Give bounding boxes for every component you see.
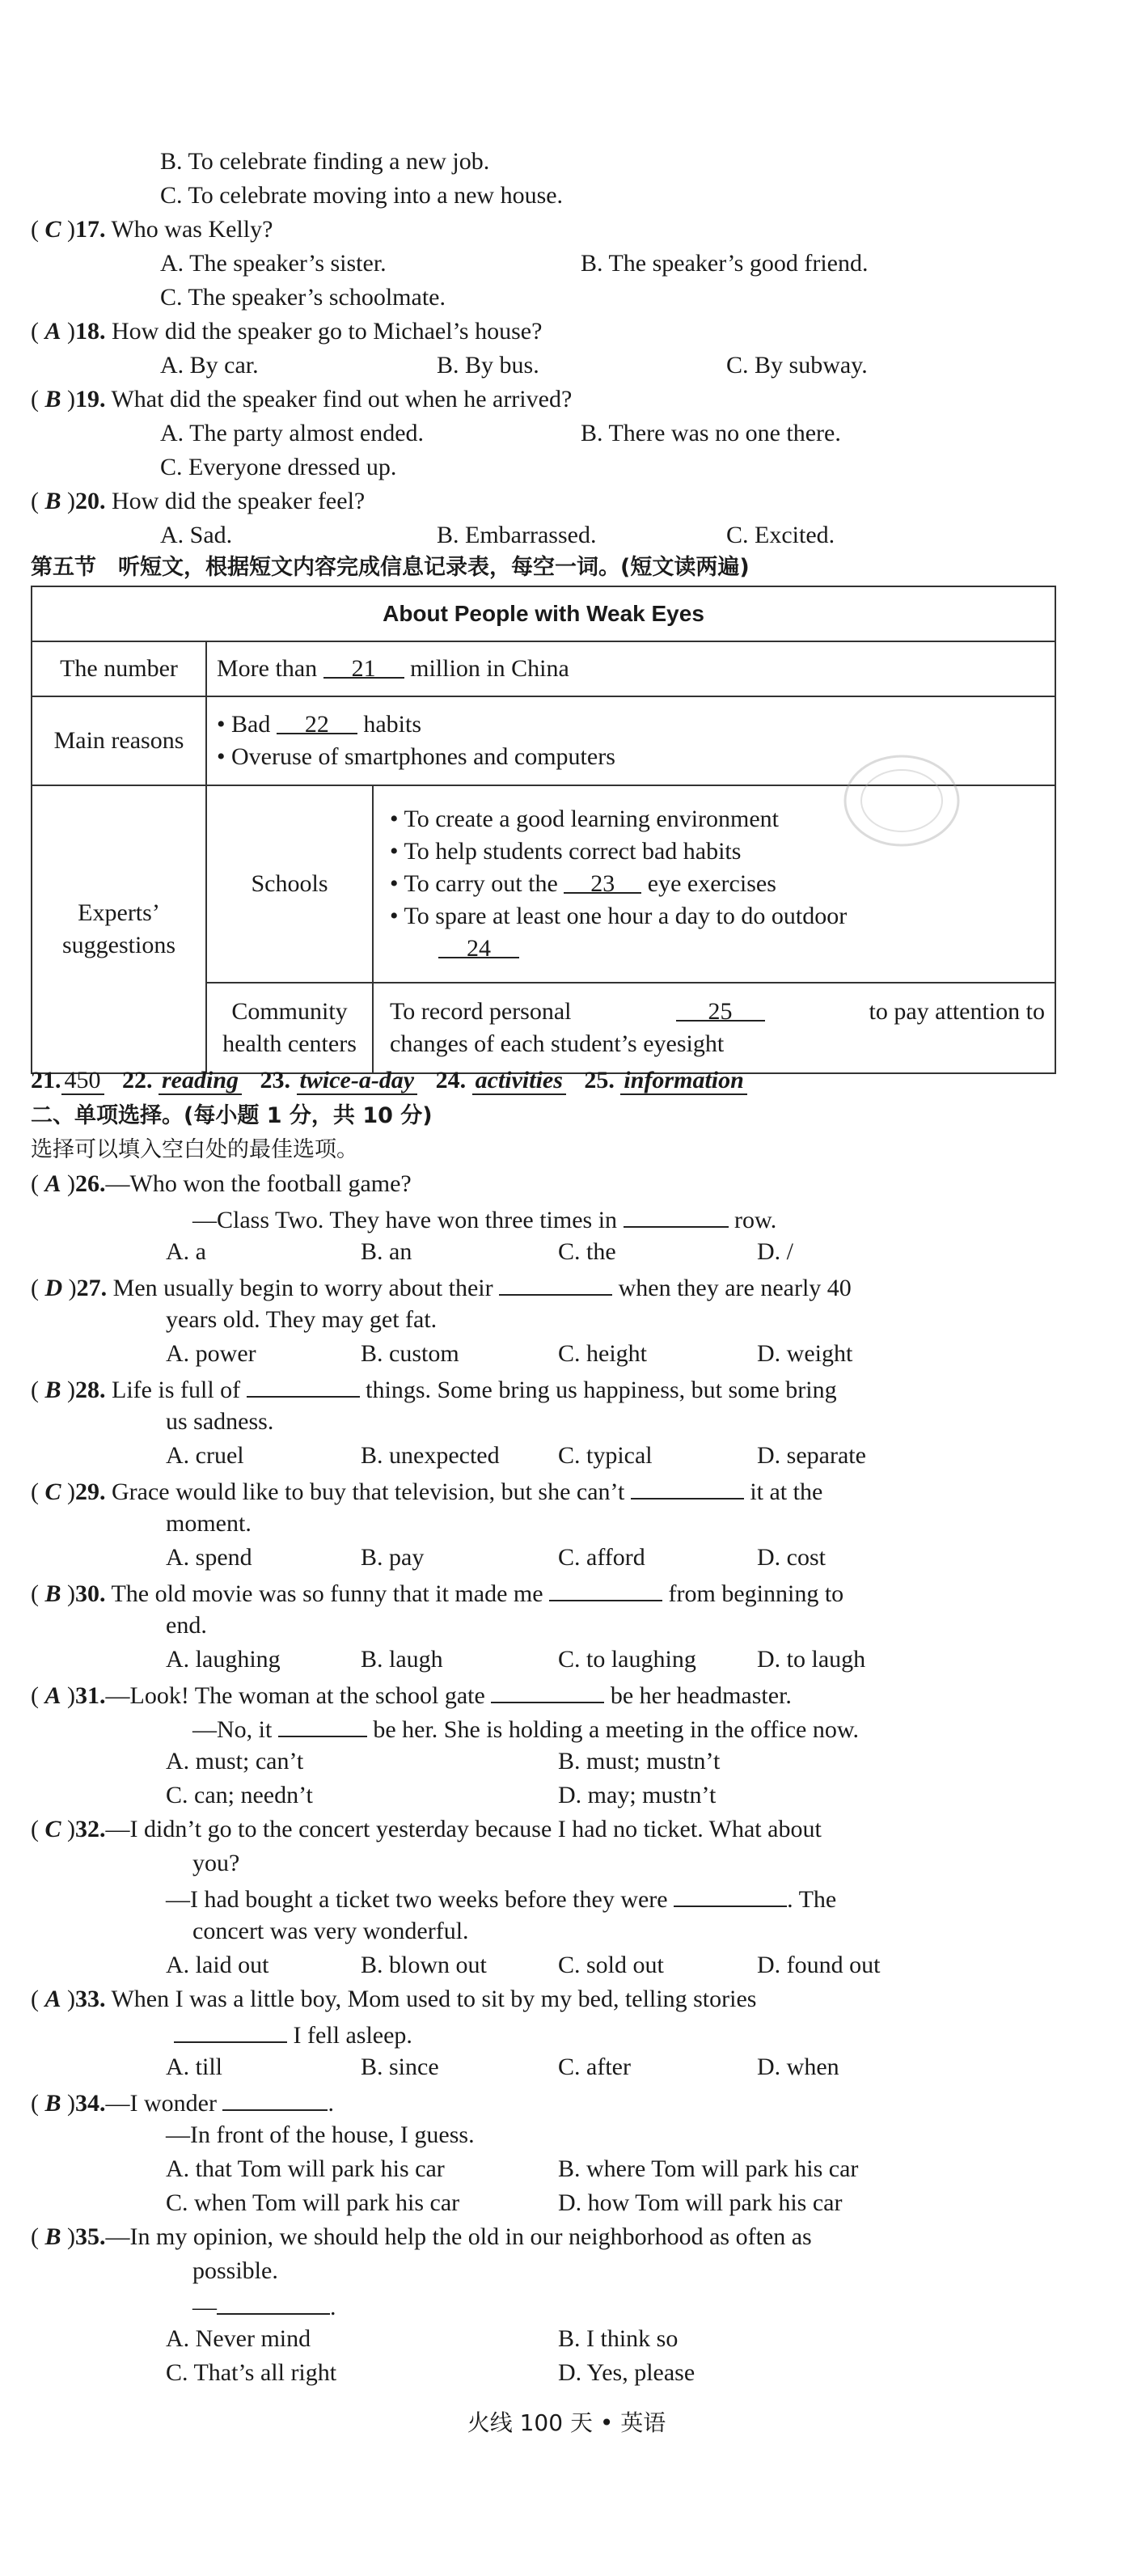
blank-23: 23 bbox=[564, 868, 641, 894]
answer-21: 450 bbox=[61, 1067, 104, 1095]
q28-option-b: B. unexpected bbox=[361, 1442, 500, 1469]
q17-option-c: C. The speaker’s schoolmate. bbox=[160, 284, 446, 311]
q32-option-c: C. sold out bbox=[558, 1952, 664, 1978]
answer-24: activities bbox=[472, 1067, 566, 1095]
section5-answers: 21. 450 22. reading 23. twice-a-day 24. activities 25. information bbox=[31, 1064, 747, 1097]
q35-option-b: B. I think so bbox=[558, 2325, 679, 2352]
q17-option-b: B. The speaker’s good friend. bbox=[581, 250, 869, 277]
q27-option-a: A. power bbox=[166, 1340, 256, 1367]
q29-option-c: C. afford bbox=[558, 1544, 645, 1571]
q32-line4: concert was very wonderful. bbox=[192, 1918, 469, 1944]
row-number-content: More than 21 million in China bbox=[206, 641, 1055, 696]
q35-line2: possible. bbox=[192, 2257, 278, 2284]
question-26: ( A )26.—Who won the football game? bbox=[31, 1170, 412, 1197]
q29-option-b: B. pay bbox=[361, 1544, 425, 1571]
q33-option-b: B. since bbox=[361, 2054, 439, 2080]
q27-option-b: B. custom bbox=[361, 1340, 459, 1367]
q28-line2: us sadness. bbox=[166, 1408, 274, 1435]
q34-line2: —In front of the house, I guess. bbox=[166, 2121, 475, 2148]
q31-option-c: C. can; needn’t bbox=[166, 1782, 313, 1808]
q19-option-a: A. The party almost ended. bbox=[160, 420, 425, 446]
q31-option-a: A. must; can’t bbox=[166, 1748, 304, 1774]
page-footer: 火线 100 天 • 英语 bbox=[467, 2409, 666, 2436]
row-label-reasons: Main reasons bbox=[32, 696, 206, 785]
q35-option-c: C. That’s all right bbox=[166, 2359, 337, 2386]
q32-option-d: D. found out bbox=[757, 1952, 881, 1978]
answer-23: twice-a-day bbox=[297, 1067, 418, 1095]
q28-option-a: A. cruel bbox=[166, 1442, 244, 1469]
part2-instruction: 选择可以填入空白处的最佳选项。 bbox=[31, 1137, 358, 1162]
answer-25: information bbox=[620, 1067, 746, 1095]
row-reasons-content: • Bad 22 habits • Overuse of smartphones and computers bbox=[206, 696, 1055, 785]
schools-content: • To create a good learning environment • To help students correct bad habits • To carry out the 23 eye exercises • To spare at least one hour a day to do outdoor 24 bbox=[373, 785, 1055, 983]
question-35: ( B )35.—In my opinion, we should help the old in our neighborhood as often as bbox=[31, 2223, 812, 2250]
answer-17: C bbox=[44, 216, 61, 243]
q33-option-a: A. till bbox=[166, 2054, 223, 2080]
q30-option-b: B. laugh bbox=[361, 1646, 443, 1673]
question-34: ( B )34.—I wonder . bbox=[31, 2085, 334, 2120]
blank-24: 24 bbox=[438, 933, 519, 958]
q20-option-a: A. Sad. bbox=[160, 522, 233, 548]
q28-option-c: C. typical bbox=[558, 1442, 653, 1469]
part2-heading: 二、单项选择。(每小题 1 分，共 10 分) bbox=[31, 1103, 433, 1128]
answer-22: reading bbox=[159, 1067, 242, 1095]
q26-option-a: A. a bbox=[166, 1238, 206, 1265]
q20-option-c: C. Excited. bbox=[726, 522, 835, 548]
q30-option-a: A. laughing bbox=[166, 1646, 281, 1673]
blank-22: 22 bbox=[277, 709, 357, 734]
q35-option-a: A. Never mind bbox=[166, 2325, 311, 2352]
q26-option-d: D. / bbox=[757, 1238, 793, 1265]
q26-option-c: C. the bbox=[558, 1238, 616, 1265]
q20-option-b: B. Embarrassed. bbox=[437, 522, 597, 548]
q35-option-d: D. Yes, please bbox=[558, 2359, 695, 2386]
q17-option-a: A. The speaker’s sister. bbox=[160, 250, 387, 277]
q27-option-c: C. height bbox=[558, 1340, 647, 1367]
q32-option-b: B. blown out bbox=[361, 1952, 487, 1978]
q31-option-d: D. may; mustn’t bbox=[558, 1782, 717, 1808]
q18-option-a: A. By car. bbox=[160, 352, 259, 379]
q29-option-a: A. spend bbox=[166, 1544, 252, 1571]
stamp-watermark-icon bbox=[841, 752, 962, 849]
q32-line2: you? bbox=[192, 1850, 240, 1876]
sublabel-schools: Schools bbox=[206, 785, 373, 983]
question-31: ( A )31.—Look! The woman at the school gate be her headmaster. bbox=[31, 1677, 792, 1712]
q31-option-b: B. must; mustn’t bbox=[558, 1748, 721, 1774]
blank-25: 25 bbox=[676, 996, 765, 1022]
q30-line2: end. bbox=[166, 1612, 207, 1639]
q19-option-b: B. There was no one there. bbox=[581, 420, 841, 446]
q32-option-a: A. laid out bbox=[166, 1952, 269, 1978]
q29-line2: moment. bbox=[166, 1510, 252, 1537]
q31-line2: —No, it be her. She is holding a meeting in the office now. bbox=[192, 1711, 859, 1746]
q29-option-d: D. cost bbox=[757, 1544, 826, 1571]
q34-option-d: D. how Tom will park his car bbox=[558, 2189, 843, 2216]
q30-option-c: C. to laughing bbox=[558, 1646, 696, 1673]
q16-option-c: C. To celebrate moving into a new house. bbox=[160, 182, 564, 209]
q34-option-c: C. when Tom will park his car bbox=[166, 2189, 460, 2216]
q18-option-b: B. By bus. bbox=[437, 352, 539, 379]
q27-option-d: D. weight bbox=[757, 1340, 853, 1367]
sublabel-community: Community health centers bbox=[206, 983, 373, 1073]
q33-option-d: D. when bbox=[757, 2054, 839, 2080]
q18-option-c: C. By subway. bbox=[726, 352, 868, 379]
question-20: ( B )20. How did the speaker feel? bbox=[31, 488, 366, 514]
row-label-number: The number bbox=[32, 641, 206, 696]
q26-line2: —Class Two. They have won three times in row. bbox=[192, 1202, 776, 1237]
q26-option-b: B. an bbox=[361, 1238, 412, 1265]
blank-21: 21 bbox=[323, 653, 404, 679]
q34-option-a: A. that Tom will park his car bbox=[166, 2155, 445, 2182]
table-title: About People with Weak Eyes bbox=[32, 586, 1055, 641]
question-17: ( C )17. Who was Kelly? bbox=[31, 216, 273, 243]
question-32: ( C )32.—I didn’t go to the concert yesterday because I had no ticket. What about bbox=[31, 1816, 822, 1842]
question-29: ( C )29. Grace would like to buy that television, but she can’t it at the bbox=[31, 1474, 822, 1508]
q35-line3: — . bbox=[192, 2289, 336, 2324]
question-18: ( A )18. How did the speaker go to Michael’s house? bbox=[31, 318, 543, 345]
q33-line2: I fell asleep. bbox=[174, 2017, 412, 2052]
q30-option-d: D. to laugh bbox=[757, 1646, 866, 1673]
question-30: ( B )30. The old movie was so funny that it made me from beginning to bbox=[31, 1576, 843, 1610]
row-label-suggestions: Experts’ suggestions bbox=[32, 785, 206, 1073]
section5-heading: 第五节 听短文，根据短文内容完成信息记录表，每空一词。(短文读两遍) bbox=[31, 555, 750, 580]
q16-option-b: B. To celebrate finding a new job. bbox=[160, 148, 490, 175]
q32-line3: —I had bought a ticket two weeks before they were . The bbox=[166, 1881, 836, 1916]
q19-option-c: C. Everyone dressed up. bbox=[160, 454, 397, 480]
question-28: ( B )28. Life is full of things. Some bring us happiness, but some bring bbox=[31, 1372, 837, 1406]
question-27: ( D )27. Men usually begin to worry about their when they are nearly 40 bbox=[31, 1270, 852, 1305]
q34-option-b: B. where Tom will park his car bbox=[558, 2155, 859, 2182]
question-19: ( B )19. What did the speaker find out when he arrived? bbox=[31, 386, 573, 412]
community-content: To record personal 25 to pay attention to changes of each student’s eyesight bbox=[373, 983, 1055, 1073]
q28-option-d: D. separate bbox=[757, 1442, 866, 1469]
q27-line2: years old. They may get fat. bbox=[166, 1306, 438, 1333]
q33-option-c: C. after bbox=[558, 2054, 631, 2080]
question-33: ( A )33. When I was a little boy, Mom used to sit by my bed, telling stories bbox=[31, 1986, 757, 2012]
